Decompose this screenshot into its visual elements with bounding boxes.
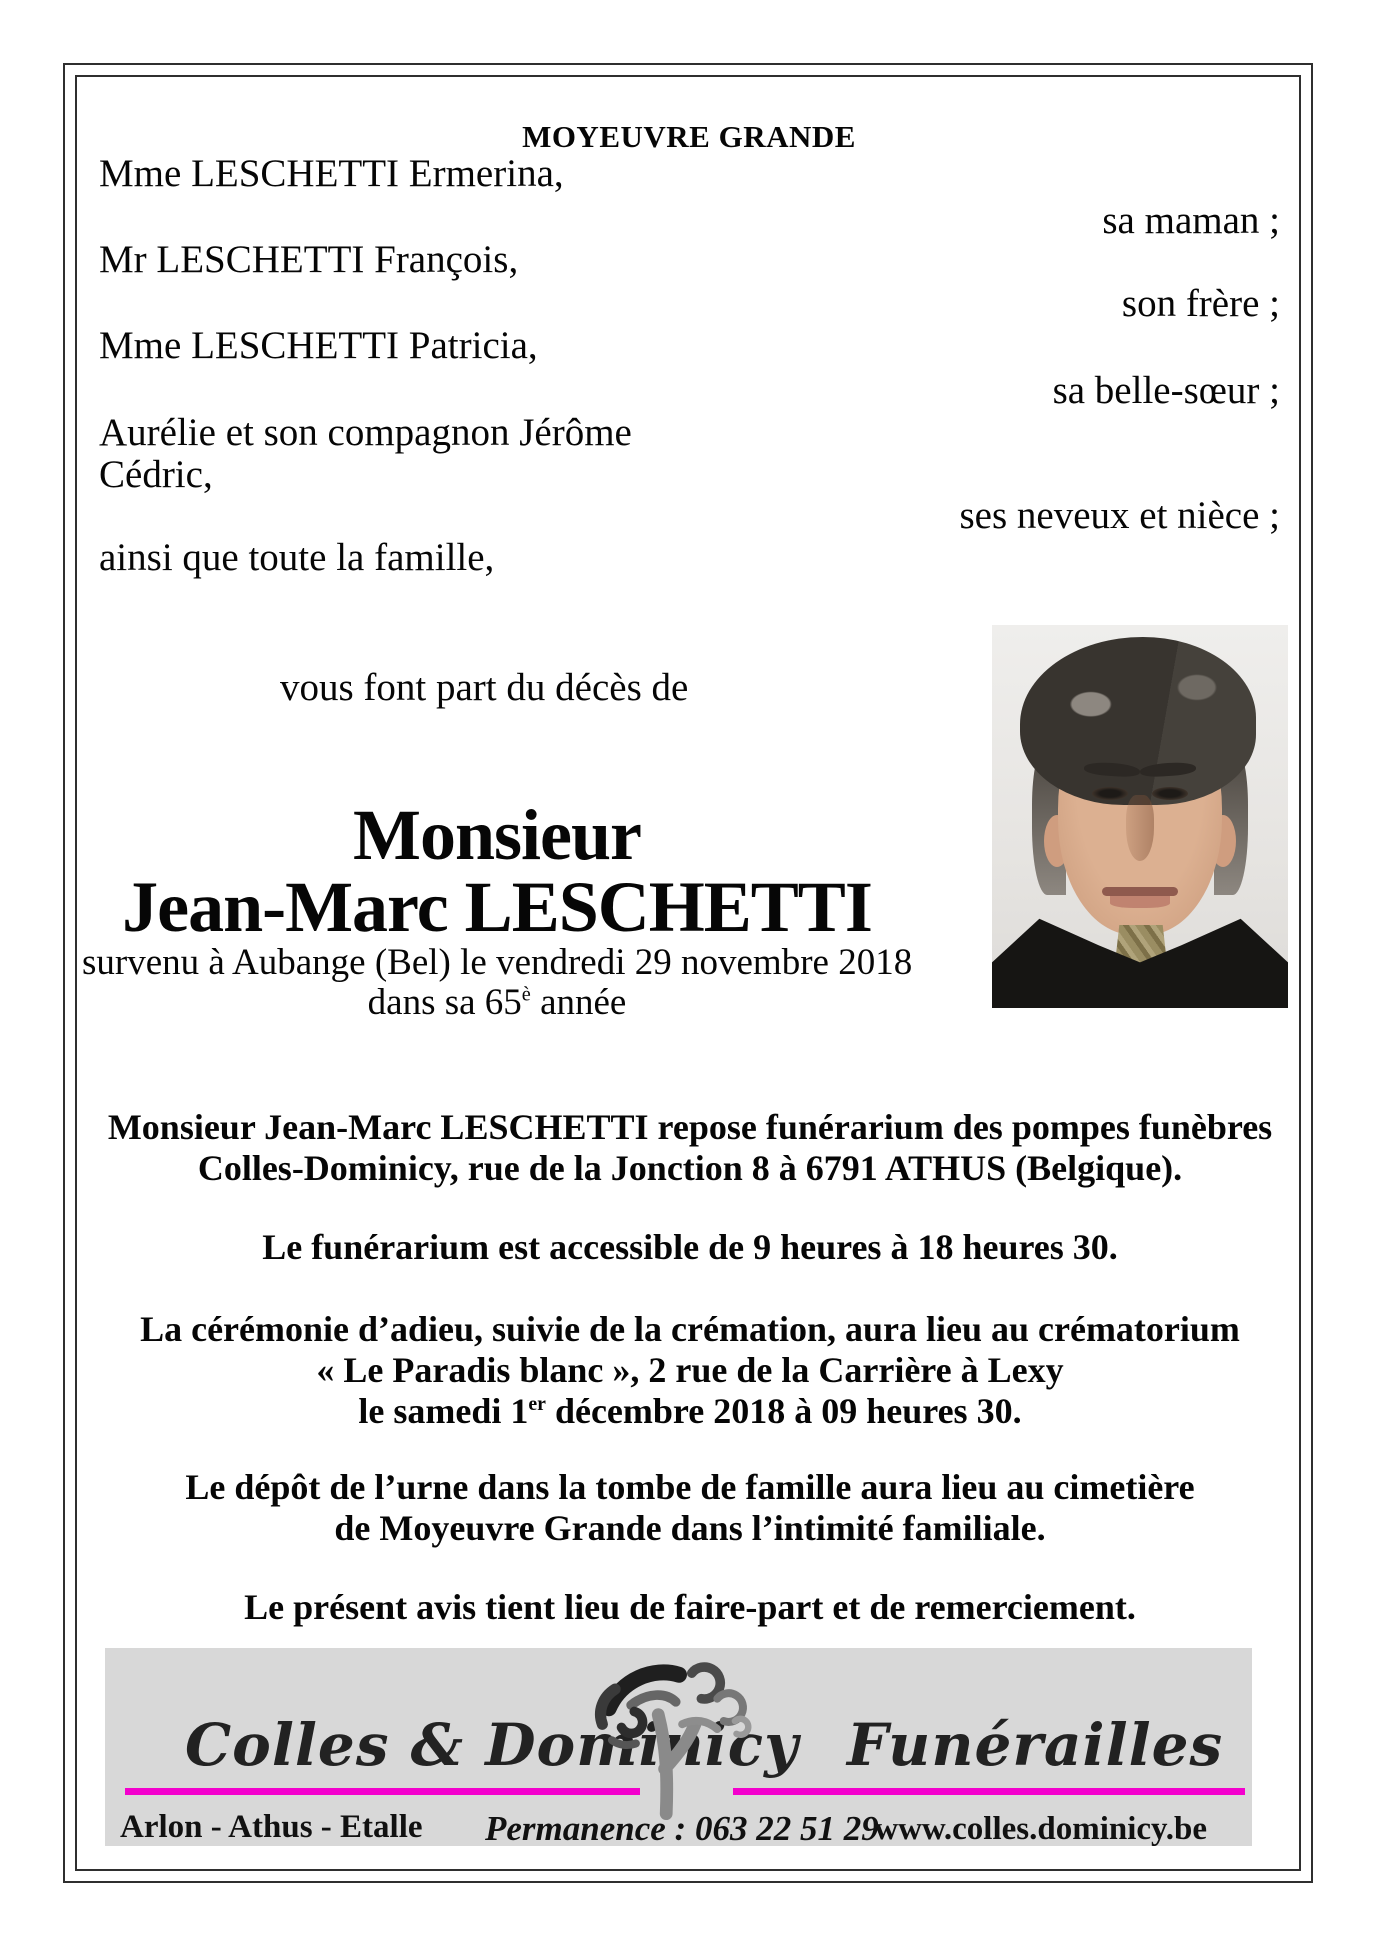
relation-label: son frère ;	[1121, 282, 1280, 325]
announcer-name: Mme LESCHETTI Patricia,	[99, 324, 538, 367]
announcer-name: Mr LESCHETTI François,	[99, 238, 519, 281]
death-date-line: survenu à Aubange (Bel) le vendredi 29 novembre 2018	[82, 942, 913, 983]
announcer-name: Cédric,	[99, 453, 213, 496]
funeral-home-category: Funérailles	[847, 1711, 1224, 1779]
funeral-home-name: Colles & Dominicy	[185, 1711, 799, 1779]
age-superscript: è	[521, 983, 531, 1006]
paragraph-line: Colles-Dominicy, rue de la Jonction 8 à 6791 ATHUS (Belgique).	[197, 1148, 1183, 1188]
paragraph-depot	[82, 1467, 1298, 1549]
deceased-photo	[992, 625, 1288, 1008]
accent-line-right	[733, 1788, 1245, 1795]
photo-eye	[1092, 787, 1128, 800]
ceremony-date-suffix: décembre 2018 à 09 heures 30.	[545, 1391, 1022, 1431]
age-line	[82, 984, 912, 1021]
paragraph-line: « Le Paradis blanc », 2 rue de la Carrière à Lexy	[316, 1350, 1064, 1390]
paragraph-line: Monsieur Jean-Marc LESCHETTI repose funérarium des pompes funèbres	[107, 1107, 1273, 1147]
announcement-intro: vous font part du décès de	[280, 666, 689, 709]
age-text: dans sa 65	[367, 982, 522, 1023]
photo-mouth	[1102, 887, 1178, 896]
paragraph-funerarium: Le funérarium est accessible de 9 heures à 18 heures 30.	[262, 1227, 1118, 1267]
paragraph-line: La cérémonie d’adieu, suivie de la crémation, aura lieu au crématorium	[140, 1309, 1240, 1349]
paragraph-repose	[82, 1107, 1298, 1189]
age-text-suffix: année	[530, 982, 627, 1023]
funeral-home-banner	[105, 1648, 1252, 1846]
accent-line-left	[125, 1788, 640, 1795]
relation-label: sa maman ;	[1102, 199, 1280, 242]
funeral-home-phone: Permanence : 063 22 51 29	[485, 1809, 879, 1848]
announcer-name: ainsi que toute la famille,	[99, 536, 495, 579]
paragraph-line: de Moyeuvre Grande dans l’intimité familiale.	[334, 1508, 1046, 1548]
ceremony-date: le samedi 1	[358, 1391, 529, 1431]
tree-logo	[583, 1654, 759, 1820]
deceased-civility: Monsieur	[353, 795, 641, 875]
announcer-name: Aurélie et son compagnon Jérôme	[99, 411, 632, 454]
deceased-name: Jean-Marc LESCHETTI	[122, 867, 872, 947]
funeral-home-cities: Arlon - Athus - Etalle	[120, 1809, 423, 1845]
paragraph-line: Le dépôt de l’urne dans la tombe de famille aura lieu au cimetière	[185, 1467, 1195, 1507]
funeral-home-website: www.colles.dominicy.be	[874, 1811, 1207, 1847]
relation-label: sa belle-sœur ;	[1052, 369, 1280, 412]
photo-nose	[1126, 795, 1154, 861]
photo-eye	[1152, 787, 1188, 800]
photo-lip	[1110, 896, 1170, 908]
paragraph-line	[82, 1391, 1298, 1432]
photo-hair	[1020, 637, 1256, 805]
date-superscript: er	[528, 1393, 546, 1415]
announcer-name: Mme LESCHETTI Ermerina,	[99, 152, 564, 195]
relation-label: ses neveux et nièce ;	[959, 494, 1280, 537]
paragraph-avis: Le présent avis tient lieu de faire-part et de remerciement.	[244, 1587, 1136, 1627]
paragraph-ceremonie	[82, 1309, 1298, 1432]
page-title: MOYEUVRE GRANDE	[522, 119, 856, 154]
